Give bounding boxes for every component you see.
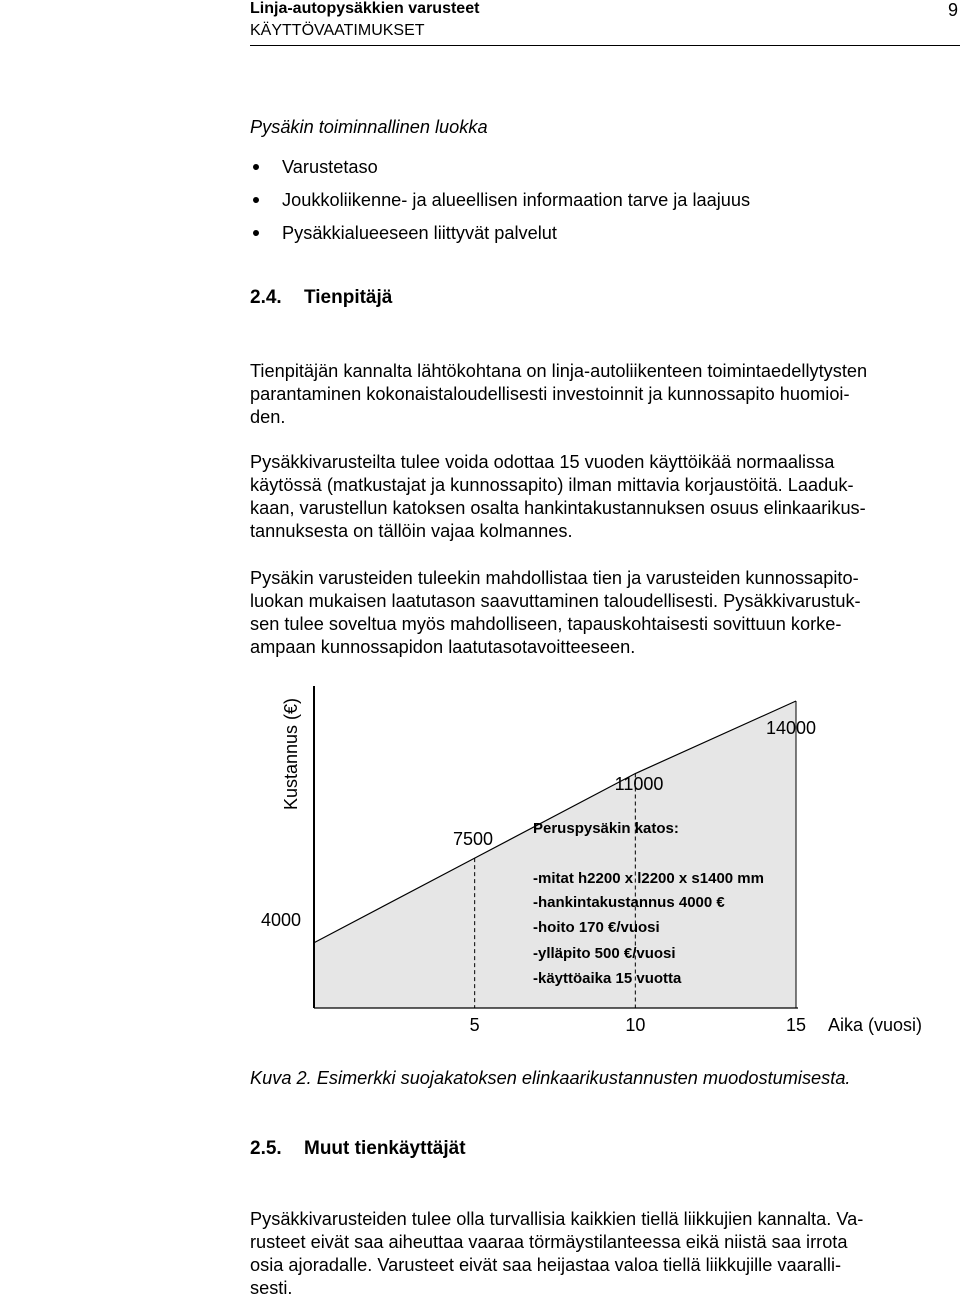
x-tick-label: 10 — [625, 1015, 646, 1035]
annotation-line: -mitat h2200 x l2200 x s1400 mm — [533, 870, 764, 887]
paragraph-line: rusteet eivät saa aiheuttaa vaaraa törmäystilanteessa eikä niistä saa irrota — [250, 1232, 848, 1252]
data-label: 7500 — [452, 829, 494, 849]
paragraph-line: käytössä (matkustajat ja kunnossapito) ilman mittavia korjaustöitä. Laaduk- — [250, 475, 854, 495]
paragraph-line: osia ajoradalle. Varusteet eivät saa heijastaa valoa tiellä liikkujille vaaralli- — [250, 1255, 842, 1275]
annotation-line: -hankintakustannus 4000 € — [533, 894, 725, 911]
page-number: 9 — [947, 0, 958, 20]
paragraph-line: luokan mukaisen laatutason saavuttaminen taloudellisesti. Pysäkkivarustuk- — [250, 591, 861, 611]
annotation-title: Peruspysäkin katos: — [533, 820, 679, 837]
functional-class-heading: Pysäkin toiminnallinen luokka — [250, 117, 488, 137]
paragraph-line: parantaminen kokonaistaloudellisesti investoinnit ja kunnossapito huomioi- — [250, 384, 850, 404]
section-number: 2.5. — [250, 1138, 282, 1159]
paragraph-line: kaan, varustellun katoksen osalta hankintakustannuksen osuus elinkaarikus- — [250, 498, 866, 518]
y-axis-label: Kustannus (€) — [281, 697, 301, 811]
data-label: 4000 — [260, 910, 302, 930]
x-tick-label: 15 — [785, 1015, 807, 1035]
document-title: Linja-autopysäkkien varusteet — [250, 0, 480, 17]
list-item-text: Pysäkkialueeseen liittyvät palvelut — [282, 223, 557, 243]
annotation-line: -käyttöaika 15 vuotta — [533, 970, 682, 987]
paragraph-line: ampaan kunnossapidon laatutasotavoitteeseen. — [250, 637, 636, 657]
paragraph-line: Tienpitäjän kannalta lähtökohtana on linja-autoliikenteen toimintaedellytysten — [250, 361, 868, 381]
figure-caption: Kuva 2. Esimerkki suojakatoksen elinkaarikustannusten muodostumisesta. — [250, 1068, 851, 1088]
paragraph-line: den. — [250, 407, 286, 427]
annotation-line: -ylläpito 500 €/vuosi — [533, 945, 676, 962]
data-label: 14000 — [765, 718, 817, 738]
paragraph-line: Pysäkkivarusteilta tulee voida odottaa 15 vuoden käyttöikää normaalissa — [250, 452, 835, 472]
section-title: Tienpitäjä — [304, 287, 393, 308]
paragraph-line: Pysäkkivarusteiden tulee olla turvallisia kaikkien tiellä liikkujien kannalta. Va- — [250, 1209, 864, 1229]
x-axis-label: Aika (vuosi) — [828, 1015, 923, 1035]
paragraph-line: Pysäkin varusteiden tuleekin mahdollistaa tien ja varusteiden kunnossapito- — [250, 568, 859, 588]
data-label: 11000 — [614, 774, 664, 794]
section-number: 2.4. — [250, 287, 282, 308]
paragraph-line: sen tulee soveltua myös mahdolliseen, tapauskohtaisesti sovittuun korke- — [250, 614, 842, 634]
paragraph-line: tannuksesta on tällöin vajaa kolmannes. — [250, 521, 573, 541]
annotation-line: -hoito 170 €/vuosi — [533, 919, 660, 936]
document-subtitle: KÄYTTÖVAATIMUKSET — [250, 22, 425, 39]
paragraph — [250, 1208, 956, 1300]
section-title: Muut tienkäyttäjät — [304, 1138, 466, 1159]
list-item-text: Joukkoliikenne- ja alueellisen informaation tarve ja laajuus — [282, 190, 751, 210]
list-item-text: Varustetaso — [282, 157, 378, 177]
section-heading-2-5 — [250, 1137, 466, 1160]
paragraph-line: sesti. — [250, 1278, 293, 1298]
x-tick-label: 5 — [469, 1015, 480, 1035]
